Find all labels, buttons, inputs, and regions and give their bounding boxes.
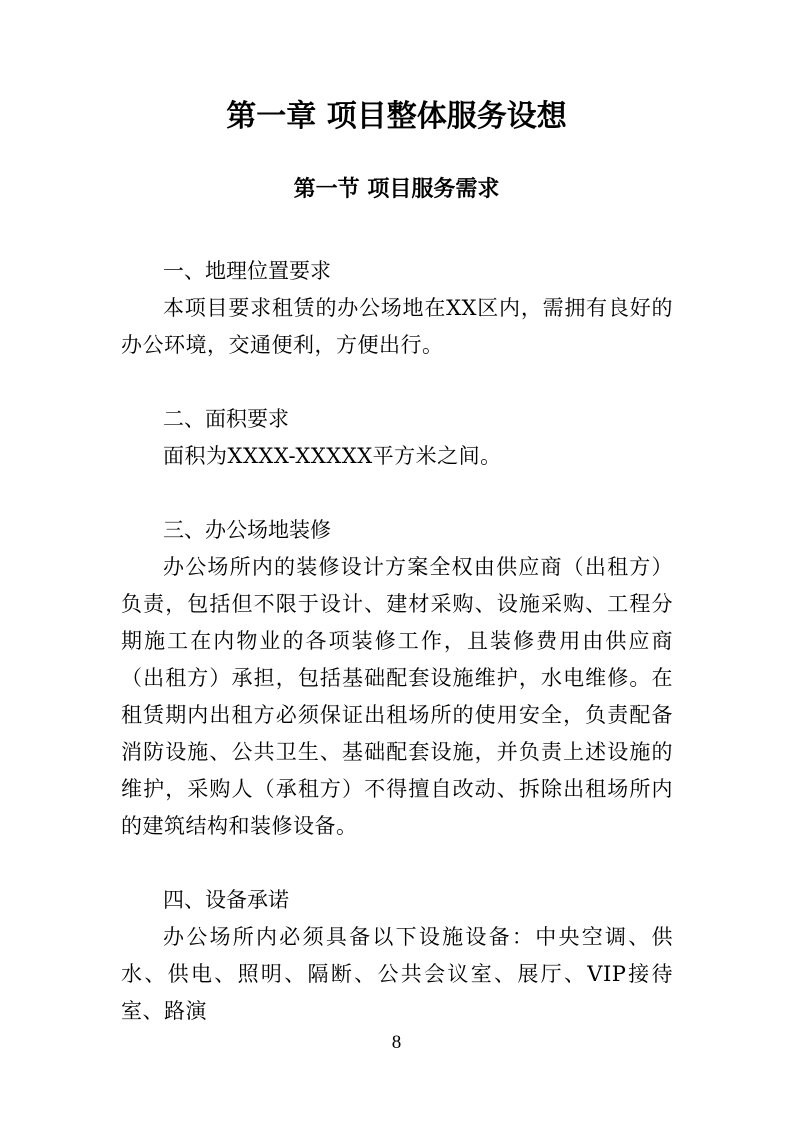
section-heading: 四、设备承诺 [163, 888, 289, 912]
section-area [121, 401, 673, 475]
section-title: 第一节 项目服务需求 [293, 177, 500, 202]
section-paragraph: 办公场所内必须具备以下设施设备：中央空调、供水、供电、照明、隔断、公共会议室、展厅、VIP接待室、路演 [121, 925, 673, 1023]
page-number: 8 [391, 1032, 402, 1053]
section-paragraph: 本项目要求租赁的办公场地在XX区内，需拥有良好的办公环境，交通便利，方便出行。 [121, 296, 673, 357]
paragraph-spacer [121, 475, 673, 512]
section-location [121, 253, 673, 364]
section-heading: 二、面积要求 [163, 407, 289, 431]
chapter-title: 第一章 项目整体服务设想 [226, 99, 567, 134]
document-body [121, 253, 673, 1030]
section-paragraph: 面积为XXXX-XXXXX平方米之间。 [163, 444, 502, 468]
paragraph-spacer [121, 845, 673, 882]
paragraph-spacer [121, 364, 673, 401]
section-heading: 三、办公场地装修 [163, 518, 331, 542]
section-decoration [121, 512, 673, 845]
section-paragraph: 办公场所内的装修设计方案全权由供应商（出租方）负责，包括但不限于设计、建材采购、设施采购、工程分期施工在内物业的各项装修工作，且装修费用由供应商（出租方）承担，包括基础配套设施维护，水电维修。在租赁期内出租方必须保证出租场所的使用安全，负责配备消防设施、公共卫生、基础配套设施，并负责上述设施的维护，采购人（承租方）不得擅自改动、拆除出租场所内的建筑结构和装修设备。 [121, 555, 673, 838]
section-heading: 一、地理位置要求 [163, 259, 331, 283]
section-equipment [121, 882, 673, 1030]
